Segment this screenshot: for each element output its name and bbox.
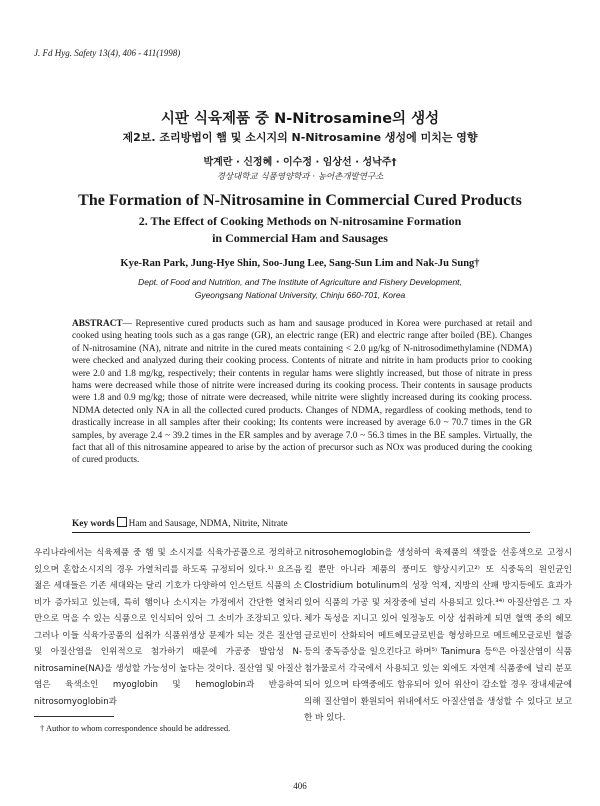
body-paragraph: 우리나라에서는 식육제품 중 햄 및 소시지를 식육가공품으로 정의하고 있으며 혼합소시지의 경우 가열처리를 하도록 규정되어 있다.¹⁾ 요즈음 젊은 세대들은 기존 세대와는 달리 기호가 다양하여 인스턴트 식품의 소비가 증가되고 있는데, 특히 햄이나 소시지는 가정에서 간단한 열처리 만으로 먹을 수 있는 식품으로 인식되어 있어 그 소비가 조장되고 있다. 그러나 이들 식육가공품의 섭취가 식품위생상 문제가 되는 것은 질산염 및 아질산염을 인위적으로 첨가하기 때문에 가공중 발암성 N-nitrosamine(NA)을 생성할 가능성이 높다는 것이다. 질산염 및 아질산염은 육색소인 myoglobin 및 hemoglobin과 반응하여 nitrosomyoglobin과 bbox=[34, 548, 302, 707]
body-paragraph: nitrosohemoglobin을 생성하여 육제품의 색깔을 선홍색으로 고정시킬 뿐만 아니라 제품의 풍미도 향상시키고²⁾ 또 식중독의 원인균인 Clostridium botulinum의 성장 억제, 지방의 산패 방지등에도 효과가 있어 식품의 가공 및 저장중에 널리 사용되고 있다.³⁴⁾ 아질산염은 그 자체가 독성을 지니고 있어 일정농도 이상 섭취하게 되면 혈액 중의 헤모글로빈이 산화되어 메트헤모글로빈을 형성하므로 메트헤모글로빈 혈증 등의 중독증상을 일으킨다고 하며⁵⁾ Tanimura 등⁶⁾은 아질산염이 식품첨가물로서 각국에서 사용되고 있는 외에도 자연계 식품중에 널리 분포되어 있으며 타액중에도 함유되어 있어 위산이 감소할 경우 장내세균에 의해 질산염이 환원되어 위내에서도 아질산염을 생성할 수 있다고 보고한 바 있다. bbox=[304, 548, 572, 723]
section-divider bbox=[72, 532, 530, 533]
footnote: † Author to whom correspondence should be addressed. bbox=[40, 723, 231, 733]
abstract-text: — Representive cured products such as ham and sausage produced in Korea were purchased at retail and cooked using heating tools such as a gas range (GR), an electric range (ER) and electric range after boiled (BE). Changes of N-nitrosamine (NA), nitrate and nitrite in the cured meats containing < 2.0 μg/kg of N-nitrosodimethylamine (NDMA) were checked and analyzed during their cooking process. Contents of nitrate and nitrite in ham products prior to cooking were 2.0 and 1.8 mg/kg, respectively; their contents in regular hams were slightly increased, but those of nitrate in press hams were decreased while those of nitrite were increased during its cooking process. Their contents in sausage products were 1.8 and 0.9 mg/kg; those of nitrate were decreased, while nitrite were slightly increased during its cooking process. NDMA detected only NA in all the collected cured products. Changes of NDMA, regardless of cooking methods, tend to drastically increase in all samples after their cooking; Its contents were increased by average 6.0 ~ 70.7 times in the GR samples, by average 2.4 ~ 39.2 times in the ER samples and by average 7.0 ~ 56.3 times in the BE samples. Virtually, the fact that all of this nitrosamine appeared to arise by the action of precursor such as NOx was produced during the cooking of cured products. bbox=[72, 319, 532, 466]
journal-citation: J. Fd Hyg. Safety 13(4), 406 - 411(1998) bbox=[34, 48, 181, 58]
checkbox-icon bbox=[117, 517, 127, 527]
english-subtitle-line1: 2. The Effect of Cooking Methods on N-nitrosamine Formation bbox=[138, 214, 462, 228]
korean-authors: 박계란 · 신정혜 · 이수정 · 임상선 · 성낙주† bbox=[203, 157, 397, 168]
abstract bbox=[72, 318, 532, 467]
keywords-label: Key words bbox=[72, 519, 115, 529]
body-column-left bbox=[34, 545, 302, 710]
english-affiliation bbox=[0, 276, 600, 301]
korean-affiliation: 경상대학교 식품영양학과 · 농어촌개발연구소 bbox=[216, 172, 384, 182]
korean-subtitle: 제2보. 조리방법이 햄 및 소시지의 N-Nitrosamine 생성에 미치는 영향 bbox=[122, 131, 478, 144]
body-column-right bbox=[304, 545, 572, 727]
keywords bbox=[72, 517, 288, 529]
affiliation-line2: Gyeongsang National University, Chinju 660-701, Korea bbox=[194, 289, 406, 300]
english-subtitle-line2: in Commercial Ham and Sausages bbox=[212, 231, 388, 245]
english-authors: Kye-Ran Park, Jung-Hye Shin, Soo-Jung Lee, Sang-Sun Lim and Nak-Ju Sung† bbox=[120, 258, 480, 269]
page-number: 406 bbox=[293, 781, 307, 791]
footnote-divider bbox=[34, 716, 114, 717]
english-title: The Formation of N-Nitrosamine in Commercial Cured Products bbox=[78, 192, 522, 209]
korean-title: 시판 식육제품 중 N-Nitrosamine의 생성 bbox=[160, 111, 440, 127]
keywords-text: Ham and Sausage, NDMA, Nitrite, Nitrate bbox=[128, 519, 288, 529]
abstract-heading: ABSTRACT bbox=[72, 319, 123, 329]
affiliation-line1: Dept. of Food and Nutrition, and The Institute of Agriculture and Fishery Development, bbox=[138, 277, 462, 287]
